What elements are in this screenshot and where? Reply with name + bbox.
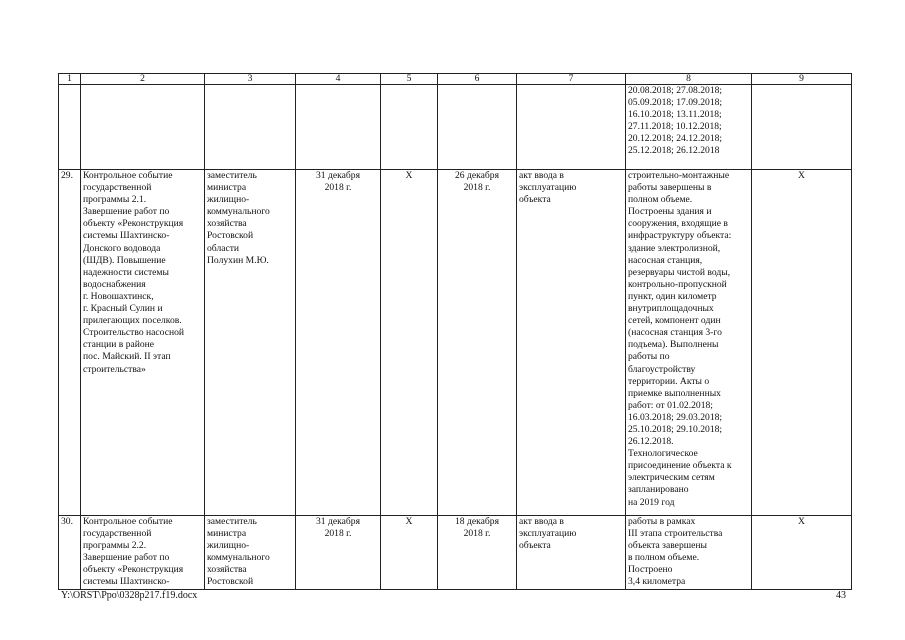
column-5-cell: Х	[381, 516, 438, 590]
column-number: 7	[517, 74, 626, 85]
column-9-cell	[752, 85, 852, 170]
column-9-cell: Х	[752, 170, 852, 516]
actual-date-cell: 18 декабря 2018 г.	[438, 516, 517, 590]
table-row	[59, 85, 852, 170]
row-number-cell	[59, 85, 81, 170]
column-5-cell: Х	[381, 170, 438, 516]
responsible-person-cell	[205, 85, 296, 170]
event-description-cell	[81, 85, 205, 170]
control-events-table	[58, 73, 852, 590]
footer-file-path: Y:\ORST\Ppo\0328p217.f19.docx	[61, 590, 198, 601]
column-number: 4	[296, 74, 381, 85]
column-number: 2	[81, 74, 205, 85]
column-number: 9	[752, 74, 852, 85]
column-number: 1	[59, 74, 81, 85]
row-number-cell: 29.	[59, 170, 81, 516]
planned-date-cell	[296, 85, 381, 170]
planned-date-cell: 31 декабря 2018 г.	[296, 516, 381, 590]
document-cell: акт ввода в эксплуатацию объекта	[517, 516, 626, 590]
column-number: 8	[626, 74, 752, 85]
event-description-cell: Контрольное событие государственной программы 2.1. Завершение работ по объекту «Реконструкция системы Шахтинско- Донского водовода (ШДВ). Повышение надежности системы водоснабжения г. Новошахтинск, г. Красный Сулин и прилегающих поселков. Строительство насосной станции в районе пос. Майский. II этап строительства»	[81, 170, 205, 516]
document-cell: акт ввода в эксплуатацию объекта	[517, 170, 626, 516]
actual-date-cell: 26 декабря 2018 г.	[438, 170, 517, 516]
column-number: 3	[205, 74, 296, 85]
result-description-cell: работы в рамках III этапа строительства объекта завершены в полном объеме. Построено 3,4 километра	[626, 516, 752, 590]
document-cell	[517, 85, 626, 170]
column-5-cell	[381, 85, 438, 170]
row-number-cell: 30.	[59, 516, 81, 590]
column-9-cell: Х	[752, 516, 852, 590]
responsible-person-cell: заместитель министра жилищно- коммунального хозяйства Ростовской области Полухин М.Ю.	[205, 170, 296, 516]
column-number: 5	[381, 74, 438, 85]
responsible-person-cell: заместитель министра жилищно- коммунального хозяйства Ростовской	[205, 516, 296, 590]
actual-date-cell	[438, 85, 517, 170]
page-number: 43	[836, 590, 846, 601]
column-number: 6	[438, 74, 517, 85]
result-description-cell: строительно-монтажные работы завершены в полном объеме. Построены здания и сооружения, входящие в инфраструктуру объекта: здание электролизной, насосная станция, резервуары чистой воды, контрольно-пропускной пункт, один километр внутриплощадочных сетей, компонент один (насосная станция 3-го подъема). Выполнены работы по благоустройству территории. Акты о приемке выполненных работ: от 01.02.2018; 16.03.2018; 29.03.2018; 25.10.2018; 29.10.2018; 26.12.2018. Технологическое присоединение объекта к электрическим сетям запланировано на 2019 год	[626, 170, 752, 516]
table-row	[59, 516, 852, 590]
result-description-cell: 20.08.2018; 27.08.2018; 05.09.2018; 17.09.2018; 16.10.2018; 13.11.2018; 27.11.2018; 10.12.2018; 20.12.2018; 24.12.2018; 25.12.2018; 26.12.2018	[626, 85, 752, 170]
event-description-cell: Контрольное событие государственной программы 2.2. Завершение работ по объекту «Реконструкция системы Шахтинско-	[81, 516, 205, 590]
column-number-row	[59, 74, 852, 85]
planned-date-cell: 31 декабря 2018 г.	[296, 170, 381, 516]
table-row	[59, 170, 852, 516]
